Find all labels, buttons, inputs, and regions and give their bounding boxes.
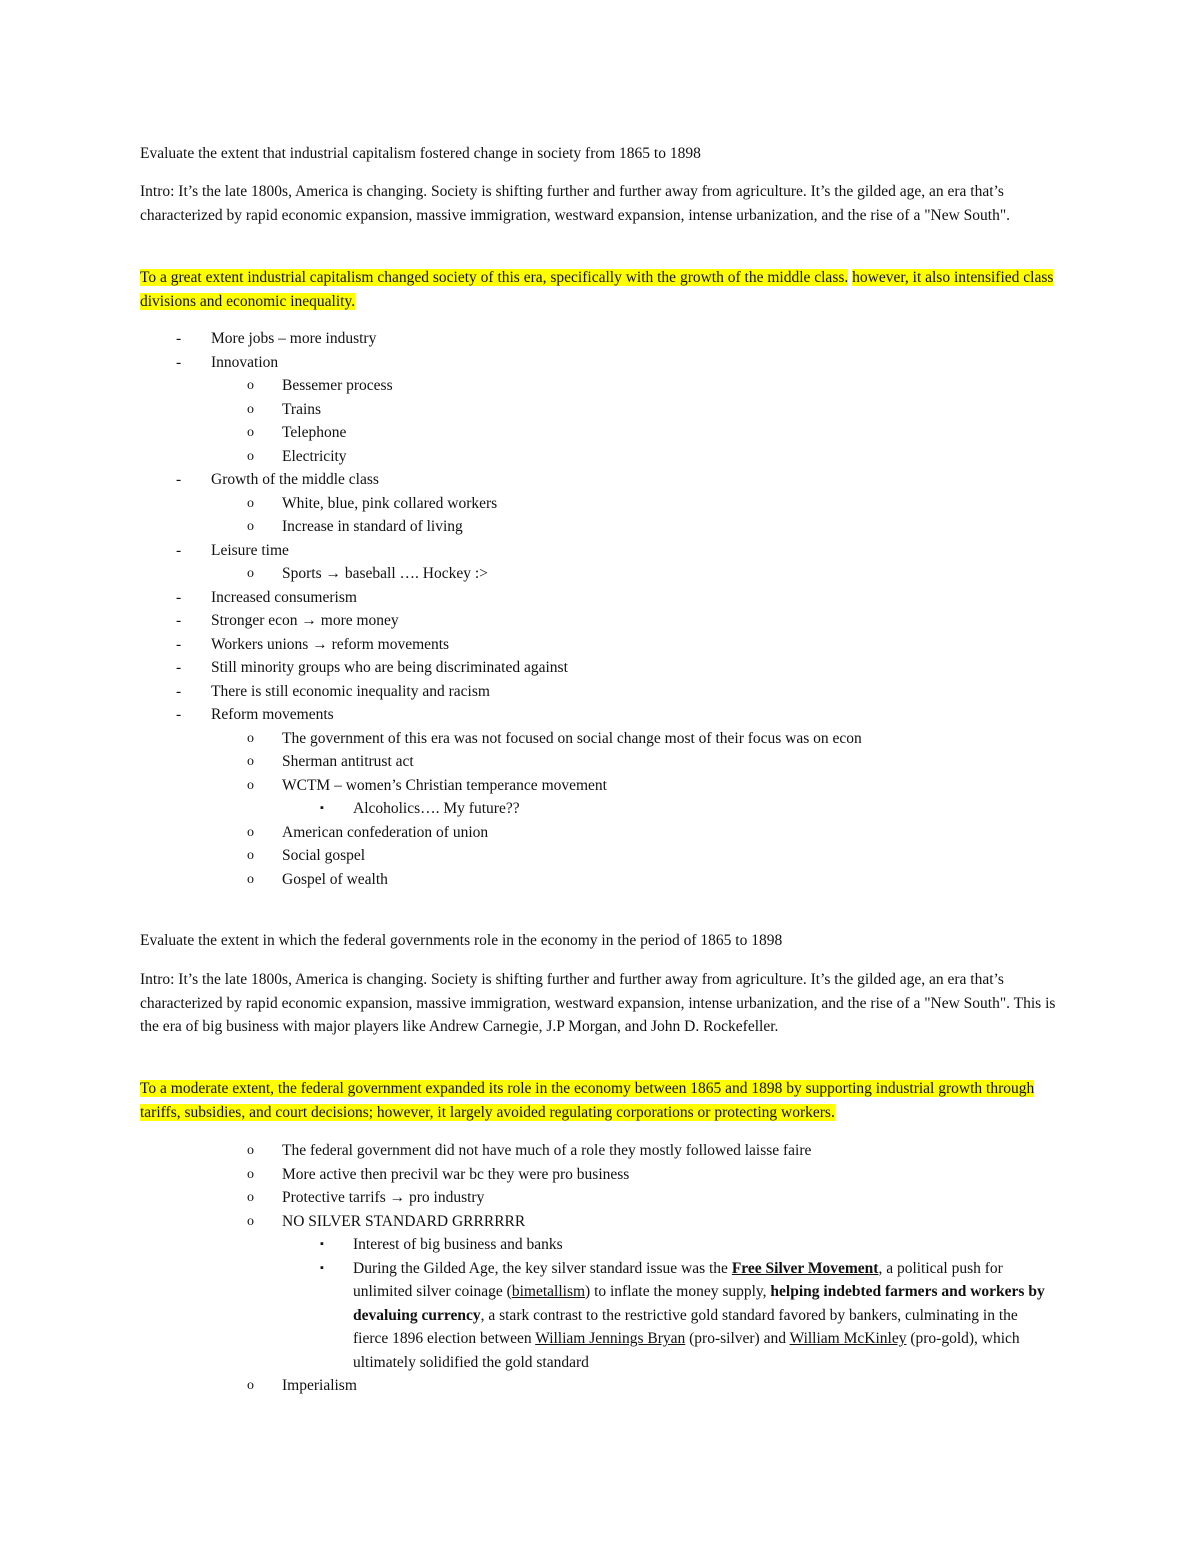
list-item: - Increased consumerism — [176, 588, 357, 606]
thesis-part-2: however, it also intensified class divisions and economic inequality. — [140, 269, 1054, 310]
essay2-thesis: To a moderate extent, the federal government expanded its role in the economy between 1865 and 1898 by supporting industrial growth through tariffs, subsidies, and court decisions; however, it largely avoided regulating corporations or protecting workers. — [140, 1080, 1035, 1121]
list-item: o Trains — [247, 400, 322, 418]
essay2-prompt: Evaluate the extent in which the federal governments role in the economy in the period of 1865 to 1898 — [140, 932, 783, 949]
list-item: o Gospel of wealth — [247, 870, 388, 888]
essay1-prompt: Evaluate the extent that industrial capitalism fostered change in society from 1865 to 1898 — [140, 145, 701, 162]
list-item: o Sports → baseball …. Hockey :> — [247, 565, 488, 582]
list-item: o WCTM – women’s Christian temperance movement ▪ Alcoholics…. My future?? — [211, 774, 1070, 821]
list-item: - Reform movements o The government of this era was not focused on social change most of their focus was on econ o Sherman antitrust act o WCTM – women’s Christian temperance movement ▪ Alcoholics…. My future?? o American confederation of union o Social gospel o Gospel of wealth — [140, 703, 1070, 891]
list-item: o White, blue, pink collared workers — [247, 494, 498, 512]
list-item: ▪ Interest of big business and banks — [320, 1236, 563, 1253]
essay1-thesis — [140, 266, 1070, 313]
list-item: - Stronger econ → more money — [176, 612, 399, 629]
list-item: o More active then precivil war bc they were pro business — [247, 1165, 630, 1183]
list-item: - More jobs – more industry — [176, 330, 377, 347]
list-item: o American confederation of union — [247, 823, 489, 841]
list-item: - Workers unions → reform movements — [176, 635, 450, 653]
list-item: o Imperialism — [247, 1377, 357, 1394]
list-item: o The government of this era was not focused on social change most of their focus was on econ — [247, 729, 862, 747]
essay2-outline — [211, 1139, 1071, 1398]
list-item: o Social gospel — [247, 847, 366, 864]
list-item: o NO SILVER STANDARD GRRRRRR ▪ Interest of big business and banks ▪ During the Gilded Age, the key silver standard issue was the Free Silver Movement, a political push for unlimited silver coinage (bimetallism) to inflate the money supply, helping indebted farmers and workers by devaluing currency, a stark contrast to the restrictive gold standard favored by bankers, culminating in the fierce 1896 election between William Jennings Bryan (pro-silver) and William McKinley (pro-gold), which ultimately solidified the gold standard — [211, 1210, 1071, 1375]
thesis-part-1: To a great extent industrial capitalism changed society of this era, specifically with the growth of the middle class. — [140, 269, 849, 286]
essay1-outline — [140, 327, 1070, 891]
list-item: ▪ During the Gilded Age, the key silver standard issue was the Free Silver Movement, a political push for unlimited silver coinage (bimetallism) to inflate the money supply, helping indebted farmers and workers by devaluing currency, a stark contrast to the restrictive gold standard favored by bankers, culminating in the fierce 1896 election between William Jennings Bryan (pro-silver) and William McKinley (pro-gold), which ultimately solidified the gold standard — [320, 1259, 1045, 1371]
list-item: o Sherman antitrust act — [247, 753, 414, 770]
list-item: - There is still economic inequality and racism — [176, 682, 490, 700]
essay1-intro: Intro: It’s the late 1800s, America is changing. Society is shifting further and further away from agriculture. It’s the gilded age, an era that’s characterized by rapid economic expansion, massive immigration, westward expansion, intense urbanization, and the rise of a "New South". — [140, 183, 1011, 224]
list-item: o Electricity — [247, 447, 347, 465]
list-item: ▪ Alcoholics…. My future?? — [320, 800, 520, 817]
essay2-intro: Intro: It’s the late 1800s, America is changing. Society is shifting further and further away from agriculture. It’s the gilded age, an era that’s characterized by rapid economic expansion, massive immigration, westward expansion, intense urbanization, and the rise of a "New South". This is the era of big business with major players like Andrew Carnegie, J.P Morgan, and John D. Rockefeller. — [140, 971, 1056, 1035]
list-item: o Telephone — [247, 424, 347, 441]
list-item: - Still minority groups who are being discriminated against — [176, 659, 568, 676]
list-item: o The federal government did not have much of a role they mostly followed laisse faire — [247, 1142, 812, 1159]
list-item: o Increase in standard of living — [247, 518, 463, 535]
list-item: o Bessemer process — [247, 377, 393, 394]
list-item: - Growth of the middle class o White, blue, pink collared workers o Increase in standard of living — [140, 468, 1070, 539]
list-item: - Innovation o Bessemer process o Trains o Telephone o Electricity — [140, 351, 1070, 469]
list-item: o Protective tarrifs → pro industry — [247, 1189, 485, 1206]
list-item: - Leisure time o Sports → baseball …. Hockey :> — [140, 539, 1070, 586]
